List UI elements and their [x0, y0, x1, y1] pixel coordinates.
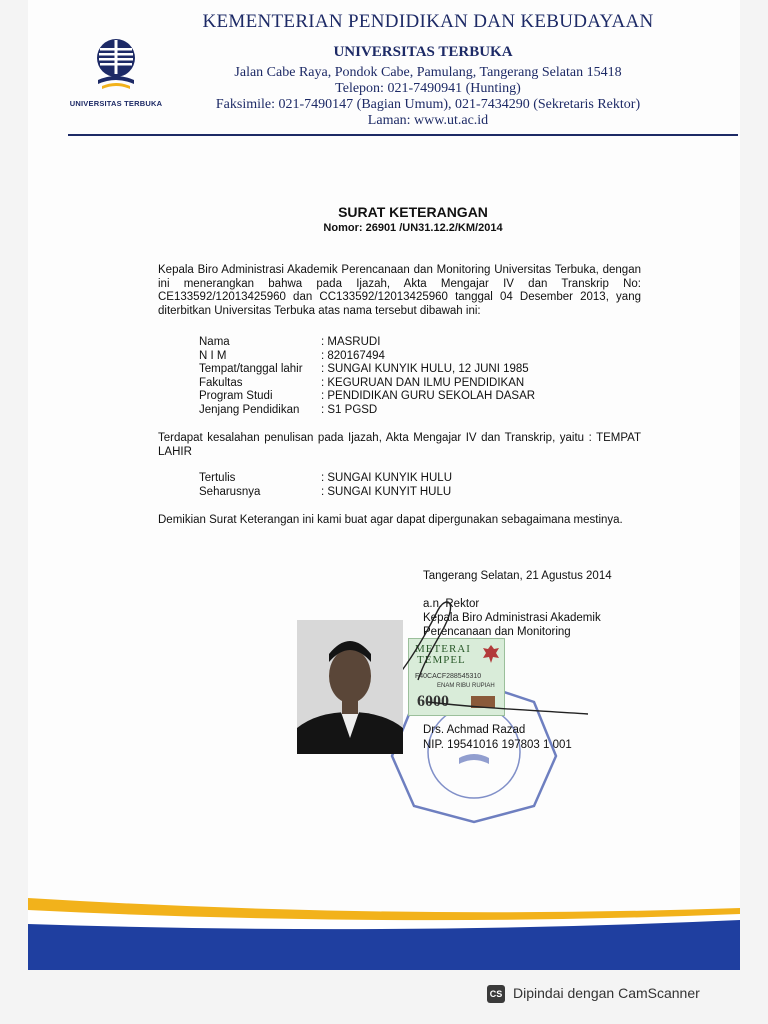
- student-photo: [297, 620, 403, 754]
- letter-page: [28, 0, 740, 970]
- closing-paragraph: Demikian Surat Keterangan ini kami buat agar dapat dipergunakan sebagaimana mestinya.: [158, 514, 623, 526]
- field-label: Tempat/tanggal lahir: [199, 363, 303, 376]
- field-value: : S1 PGSD: [321, 403, 378, 416]
- position-line-1: Kepala Biro Administrasi Akademik: [423, 612, 601, 624]
- field-row: [199, 377, 639, 391]
- intro-paragraph: Kepala Biro Administrasi Akademik Perencanaan dan Monitoring Universitas Terbuka, dengan ini menerangkan bahwa pada Ijazah, Akta Mengajar IV dan Transkrip No: CE133592/12013425960 dan CC133592/12013425960 tanggal 04 Desember 2013, yang diterbitkan Universitas Terbuka atas nama tersebut dibawah ini:: [158, 264, 641, 317]
- header-divider: [68, 134, 738, 136]
- phone: Telepon: 021-7490941 (Hunting): [335, 81, 521, 96]
- error-statement: Terdapat kesalahan penulisan pada Ijazah, Akta Mengajar IV dan Transkrip, yaitu : TEMPAT LAHIR: [158, 432, 641, 458]
- address: Jalan Cabe Raya, Pondok Cabe, Pamulang, Tangerang Selatan 15418: [234, 65, 622, 80]
- logo-caption: UNIVERSITAS TERBUKA: [69, 99, 163, 108]
- fax: Faksimile: 021-7490147 (Bagian Umum), 021-7434290 (Sekretaris Rektor): [215, 97, 641, 112]
- field-label: Fakultas: [199, 376, 243, 389]
- correction-label: Tertulis: [199, 472, 236, 484]
- field-value: : MASRUDI: [321, 336, 381, 348]
- footer-wave-decoration: [28, 880, 740, 970]
- signatory-nip: NIP. 19541016 197803 1 001: [423, 739, 572, 751]
- stamp-words: ENAM RIBU RUPIAH: [437, 683, 495, 689]
- field-row: [199, 390, 639, 404]
- signatory-name: Drs. Achmad Razad: [423, 724, 526, 736]
- field-value: : KEGURUAN DAN ILMU PENDIDIKAN: [321, 376, 525, 389]
- ministry-name: KEMENTERIAN PENDIDIKAN DAN KEBUDAYAAN: [202, 11, 654, 32]
- field-row: [199, 350, 639, 364]
- correction-row: [199, 472, 639, 486]
- letter-number: Nomor: 26901 /UN31.12.2/KM/2014: [323, 222, 503, 234]
- correction-row: [199, 486, 639, 500]
- field-label: Jenjang Pendidikan: [199, 403, 300, 416]
- field-value: : PENDIDIKAN GURU SEKOLAH DASAR: [321, 390, 536, 403]
- scanner-text: Dipindai dengan CamScanner: [513, 985, 700, 1001]
- scanner-watermark: [487, 985, 700, 1003]
- correction-value: : SUNGAI KUNYIT HULU: [321, 485, 452, 498]
- field-value: : 820167494: [321, 349, 385, 362]
- letter-title: SURAT KETERANGAN: [338, 204, 488, 220]
- field-value: : SUNGAI KUNYIK HULU, 12 JUNI 1985: [321, 363, 529, 376]
- correction-fields: [199, 472, 639, 499]
- correction-value: : SUNGAI KUNYIK HULU: [321, 472, 452, 484]
- field-row: [199, 404, 639, 418]
- place-date: Tangerang Selatan, 21 Agustus 2014: [423, 570, 612, 582]
- portrait-icon: [297, 620, 403, 754]
- field-label: Nama: [199, 336, 230, 348]
- identity-fields: [199, 336, 639, 418]
- website: Laman: www.ut.ac.id: [367, 113, 489, 128]
- stamp-serial: F40CACF288545310: [415, 673, 482, 680]
- camscanner-logo-icon: CS: [487, 985, 505, 1003]
- field-row: [199, 336, 639, 350]
- field-label: N I M: [199, 349, 227, 362]
- stamp-value: 6000: [417, 693, 449, 710]
- university-name: UNIVERSITAS TERBUKA: [333, 44, 513, 60]
- on-behalf: a.n. Rektor: [423, 598, 480, 610]
- stamp-label-2: TEMPEL: [417, 654, 466, 666]
- field-row: [199, 363, 639, 377]
- correction-label: Seharusnya: [199, 485, 261, 498]
- stamp-label-1: METERAI: [415, 643, 471, 655]
- field-label: Program Studi: [199, 390, 273, 403]
- position-line-2: Perencanaan dan Monitoring: [423, 626, 571, 638]
